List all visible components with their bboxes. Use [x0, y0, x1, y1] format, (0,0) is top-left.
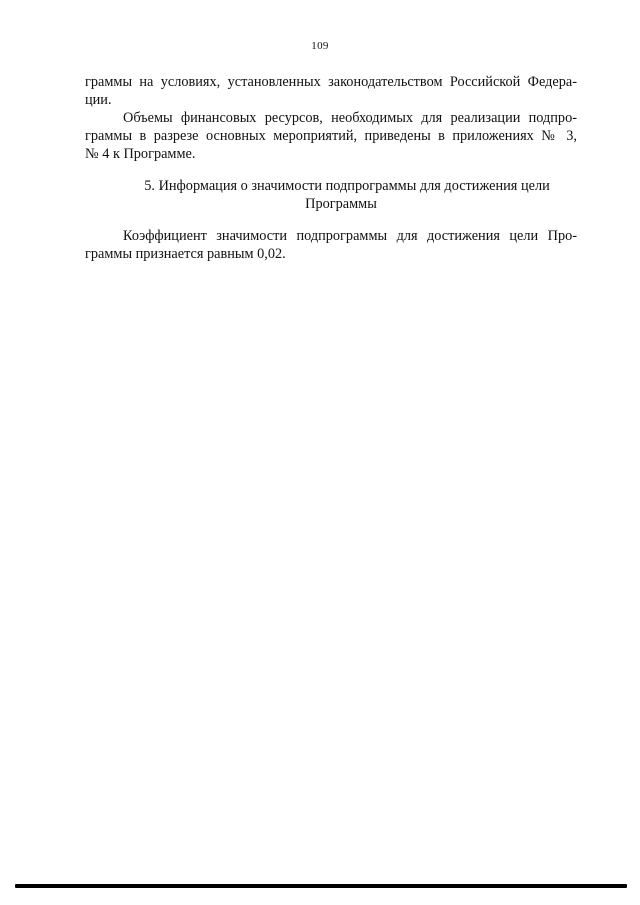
- paragraph-significance-coefficient: [85, 227, 577, 263]
- paragraph-financial-resources: [85, 109, 577, 163]
- paragraph-line: граммы в разрезе основных мероприятий, приведены в приложениях № 3,: [85, 128, 577, 144]
- paragraph-line: граммы признается равным 0,02.: [85, 246, 286, 262]
- page-number: 109: [311, 40, 329, 52]
- section-heading-line: 5. Информация о значимости подпрограммы для достижения цели: [144, 178, 550, 194]
- paragraph-line: Объемы финансовых ресурсов, необходимых для реализации подпро-: [123, 110, 577, 126]
- paragraph-line: Коэффициент значимости подпрограммы для достижения цели Про-: [123, 228, 577, 244]
- page-bottom-rule: [15, 884, 627, 888]
- paragraph-line: № 4 к Программе.: [85, 146, 196, 162]
- section-heading: [85, 177, 577, 213]
- section-heading-line: Программы: [305, 196, 377, 212]
- paragraph-line: граммы на условиях, установленных законодательством Российской Федера-: [85, 74, 577, 90]
- paragraph-funding-conditions: [85, 73, 577, 109]
- paragraph-line: ции.: [85, 92, 112, 108]
